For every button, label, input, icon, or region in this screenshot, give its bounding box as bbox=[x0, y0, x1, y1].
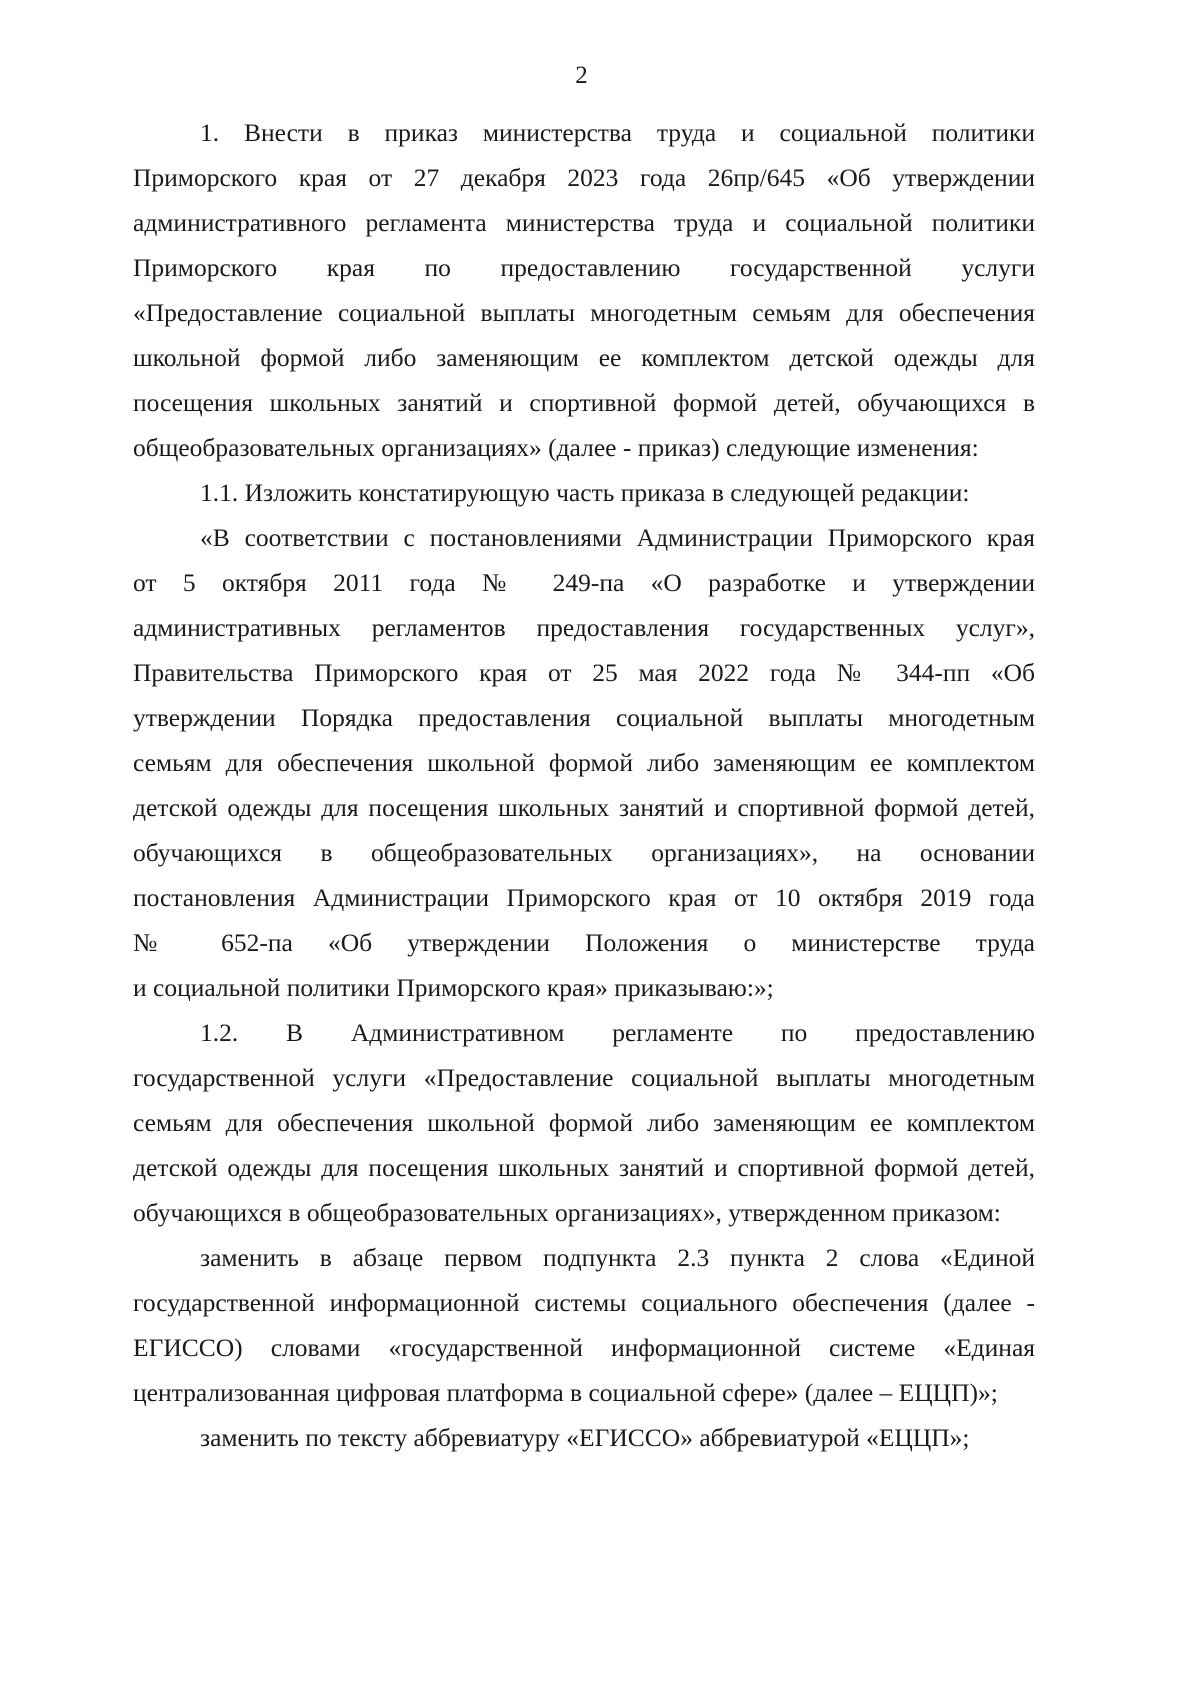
text-line: административных регламентов предоставления государственных услуг», bbox=[133, 613, 1035, 642]
text-line: государственной информационной системы социального обеспечения (далее - bbox=[133, 1288, 1035, 1317]
text-line: 1. Внести в приказ министерства труда и социальной политики bbox=[200, 118, 1035, 147]
paragraph bbox=[133, 1235, 1035, 1415]
paragraph bbox=[133, 1010, 1035, 1235]
text-line: детской одежды для посещения школьных занятий и спортивной формой детей, bbox=[133, 793, 1035, 822]
text-line: 1.2. В Административном регламенте по предоставлению bbox=[200, 1018, 1035, 1047]
text-line: посещения школьных занятий и спортивной формой детей, обучающихся в bbox=[133, 388, 1035, 417]
document-body bbox=[133, 110, 1035, 1460]
text-line: детской одежды для посещения школьных занятий и спортивной формой детей, bbox=[133, 1153, 1035, 1182]
text-line: ЕГИССО) словами «государственной информационной системе «Единая bbox=[133, 1333, 1035, 1362]
text-line: государственной услуги «Предоставление социальной выплаты многодетным bbox=[133, 1063, 1035, 1092]
paragraph bbox=[133, 1415, 1035, 1460]
page-number: 2 bbox=[575, 62, 588, 89]
text-line: обучающихся в общеобразовательных организациях», на основании bbox=[133, 838, 1035, 867]
text-line: школьной формой либо заменяющим ее комплектом детской одежды для bbox=[133, 343, 1035, 372]
text-line: административного регламента министерства труда и социальной политики bbox=[133, 208, 1035, 237]
text-line: Приморского края от 27 декабря 2023 года 26пр/645 «Об утверждении bbox=[133, 163, 1035, 192]
paragraph bbox=[133, 110, 1035, 470]
text-line: постановления Администрации Приморского края от 10 октября 2019 года bbox=[133, 883, 1035, 912]
text-line: от 5 октября 2011 года № 249-па «О разработке и утверждении bbox=[133, 568, 1035, 597]
text-line: Приморского края по предоставлению государственной услуги bbox=[133, 253, 1035, 282]
text-line: семьям для обеспечения школьной формой либо заменяющим ее комплектом bbox=[133, 748, 1035, 777]
text-line: «В соответствии с постановлениями Администрации Приморского края bbox=[200, 523, 1035, 552]
text-line: семьям для обеспечения школьной формой либо заменяющим ее комплектом bbox=[133, 1108, 1035, 1137]
paragraph bbox=[133, 470, 1035, 515]
text-line: «Предоставление социальной выплаты многодетным семьям для обеспечения bbox=[133, 298, 1035, 327]
text-line: заменить по тексту аббревиатуру «ЕГИССО» аббревиатурой «ЕЦЦП»; bbox=[200, 1423, 970, 1452]
text-line: и социальной политики Приморского края» приказываю:»; bbox=[133, 973, 774, 1002]
text-line: централизованная цифровая платформа в социальной сфере» (далее – ЕЦЦП)»; bbox=[133, 1378, 998, 1407]
text-line: заменить в абзаце первом подпункта 2.3 пункта 2 слова «Единой bbox=[200, 1243, 1035, 1272]
text-line: № 652-па «Об утверждении Положения о министерстве труда bbox=[133, 928, 1035, 957]
paragraph bbox=[133, 515, 1035, 1010]
text-line: обучающихся в общеобразовательных организациях», утвержденном приказом: bbox=[133, 1198, 1001, 1227]
text-line: утверждении Порядка предоставления социальной выплаты многодетным bbox=[133, 703, 1035, 732]
text-line: общеобразовательных организациях» (далее - приказ) следующие изменения: bbox=[133, 433, 979, 462]
text-line: Правительства Приморского края от 25 мая 2022 года № 344-пп «Об bbox=[133, 658, 1035, 687]
text-line: 1.1. Изложить констатирующую часть приказа в следующей редакции: bbox=[200, 478, 970, 507]
